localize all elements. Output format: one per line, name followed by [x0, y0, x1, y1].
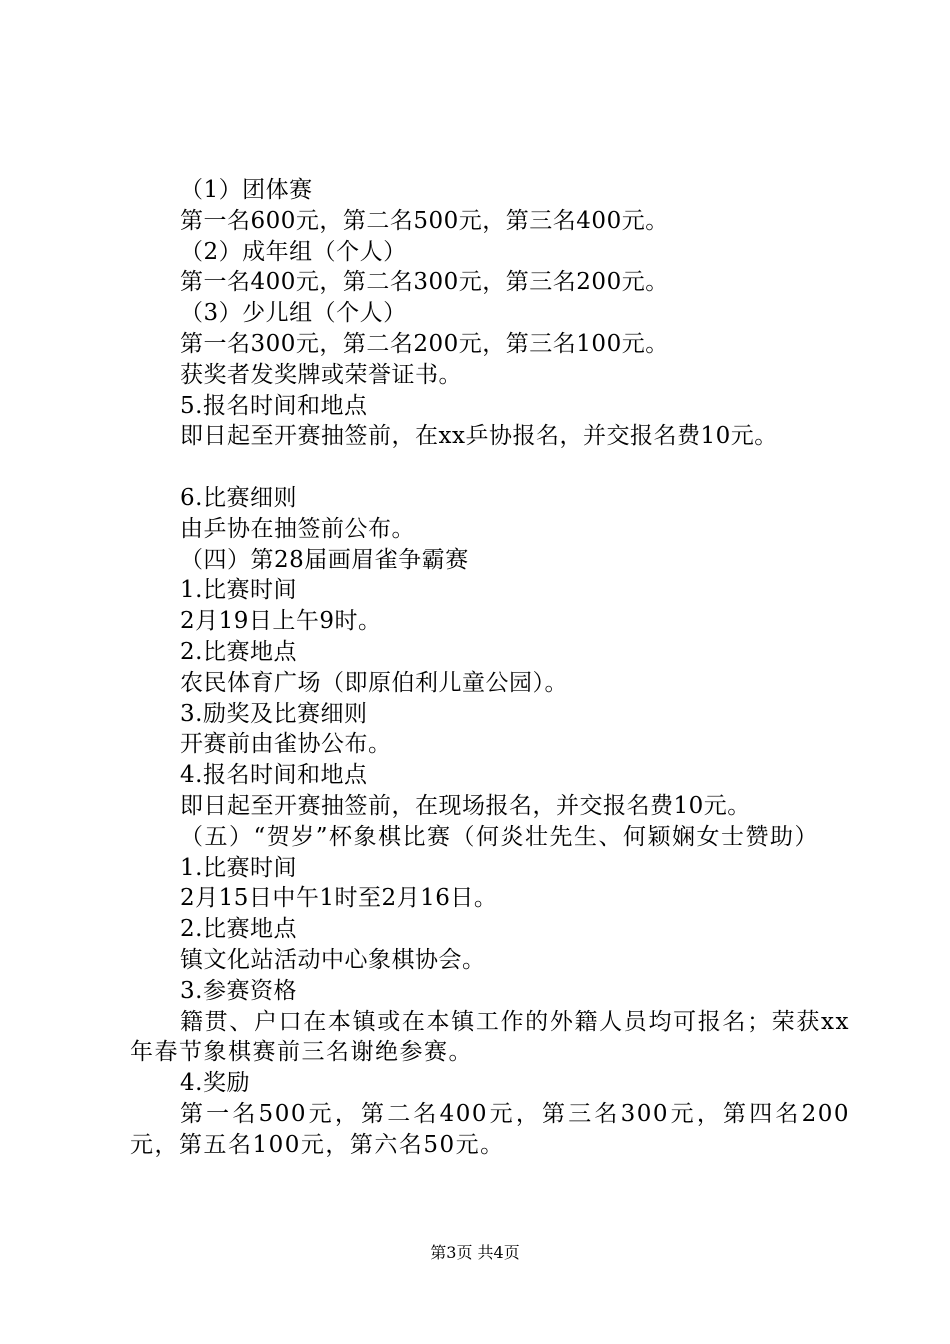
section-title: （五）“贺岁”杯象棋比赛（何炎壮先生、何颖娴女士赞助）	[180, 823, 820, 850]
text-line: （3）少儿组（个人）	[180, 300, 407, 327]
text-paragraph: 籍贯、户口在本镇或在本镇工作的外籍人员均可报名；荣获xx年春节象棋赛前三名谢绝参赛。	[130, 1008, 850, 1066]
text-line: 2月19日上午9时。	[180, 608, 382, 635]
section-heading: 4.奖励	[180, 1070, 250, 1097]
text-line: 即日起至开赛抽签前，在现场报名，并交报名费10元。	[180, 792, 751, 819]
text-line: 即日起至开赛抽签前，在xx乒协报名，并交报名费10元。	[180, 423, 778, 450]
section-heading: 5.报名时间和地点	[180, 392, 368, 419]
section-heading: 4.报名时间和地点	[180, 762, 368, 789]
section-heading: 3.励奖及比赛细则	[180, 700, 368, 727]
text-line: 获奖者发奖牌或荣誉证书。	[180, 361, 462, 388]
section-heading: 2.比赛地点	[180, 916, 297, 943]
blank-line	[130, 452, 850, 483]
text-line: 第一名600元，第二名500元，第三名400元。	[180, 207, 669, 234]
section-title: （四）第28届画眉雀争霸赛	[180, 546, 469, 573]
text-line: （1）团体赛	[180, 177, 313, 203]
document-body	[130, 175, 850, 1161]
text-line: 镇文化站活动中心象棋协会。	[180, 946, 486, 973]
text-paragraph: 第一名500元，第二名400元，第三名300元，第四名200元，第五名100元，第六名50元。	[130, 1100, 850, 1158]
text-line: 第一名400元，第二名300元，第三名200元。	[180, 269, 669, 296]
section-heading: 2.比赛地点	[180, 638, 297, 665]
section-heading: 3.参赛资格	[180, 977, 297, 1004]
text-line: （2）成年组（个人）	[180, 238, 407, 265]
text-line: 农民体育广场（即原伯利儿童公园）。	[180, 669, 568, 696]
section-heading: 1.比赛时间	[180, 577, 297, 604]
section-heading: 1.比赛时间	[180, 854, 297, 881]
text-line: 由乒协在抽签前公布。	[180, 515, 415, 542]
text-line: 第一名300元，第二名200元，第三名100元。	[180, 330, 669, 357]
page-footer: 第3页 共4页	[430, 1243, 520, 1262]
section-heading: 6.比赛细则	[180, 484, 297, 511]
text-line: 2月15日中午1时至2月16日。	[180, 885, 498, 912]
text-line: 开赛前由雀协公布。	[180, 731, 392, 758]
